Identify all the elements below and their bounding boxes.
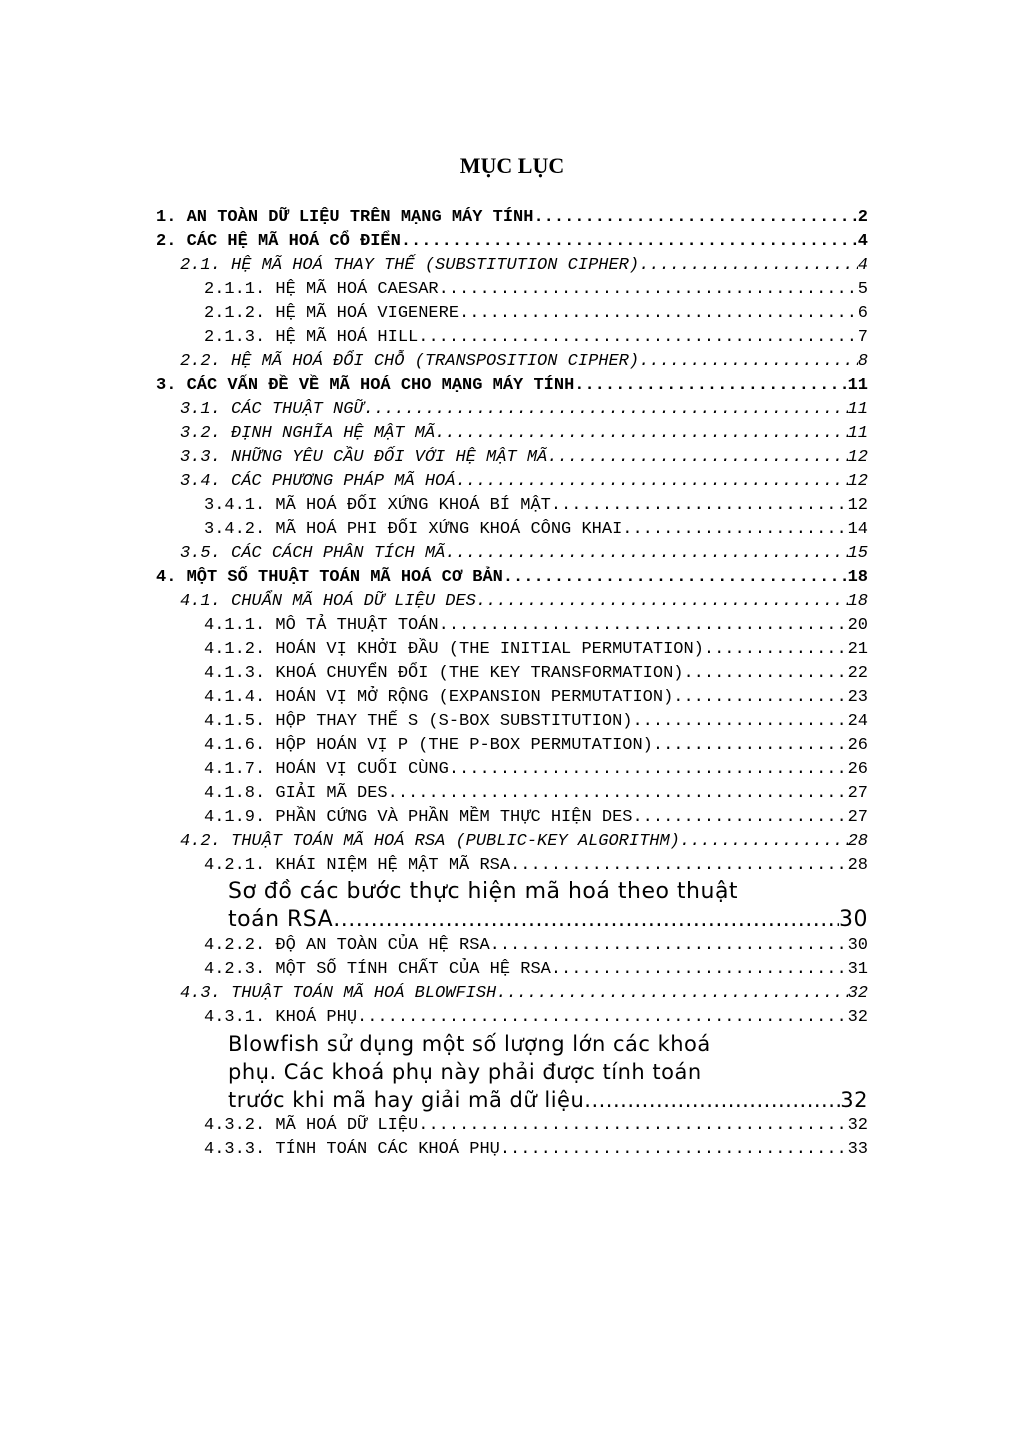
toc-paragraph-last-line[interactable] bbox=[228, 1086, 868, 1114]
toc-entry[interactable] bbox=[156, 758, 868, 782]
toc-page-number: 18 bbox=[847, 568, 868, 587]
toc-entry[interactable] bbox=[156, 518, 868, 542]
toc-entry-label: 4.3.3. TÍNH TOÁN CÁC KHOÁ PHỤ bbox=[204, 1140, 500, 1159]
dot-leader bbox=[459, 302, 858, 326]
dot-leader bbox=[704, 638, 848, 662]
toc-entry[interactable] bbox=[156, 566, 868, 590]
toc-entry[interactable] bbox=[156, 662, 868, 686]
toc-entry[interactable] bbox=[156, 1138, 868, 1162]
dot-leader bbox=[510, 854, 848, 878]
toc-entry-label: 4. MỘT SỐ THUẬT TOÁN MÃ HOÁ CƠ BẢN bbox=[156, 568, 503, 587]
toc-entry[interactable] bbox=[156, 494, 868, 518]
toc-entry[interactable] bbox=[156, 614, 868, 638]
dot-leader bbox=[476, 590, 848, 614]
toc-paragraph-last-line[interactable] bbox=[228, 906, 868, 934]
toc-page-number: 11 bbox=[847, 376, 868, 395]
toc-page-number: 23 bbox=[847, 688, 868, 707]
toc-entry-label: 4.2.2. ĐỘ AN TOÀN CỦA HỆ RSA bbox=[204, 936, 490, 955]
toc-page-number: 2 bbox=[857, 208, 868, 227]
toc-entry-label: 1. AN TOÀN DỮ LIỆU TRÊN MẠNG MÁY TÍNH bbox=[156, 208, 534, 227]
dot-leader bbox=[490, 934, 848, 958]
toc-page-number: 4 bbox=[857, 256, 868, 275]
toc-entry[interactable] bbox=[156, 542, 868, 566]
toc-page-number: 14 bbox=[847, 520, 868, 539]
toc-entry-label: 2.2. HỆ MÃ HOÁ ĐỔI CHỖ (TRANSPOSITION CIPHER) bbox=[180, 352, 640, 371]
dot-leader bbox=[418, 1114, 847, 1138]
dot-leader bbox=[680, 830, 848, 854]
dot-leader bbox=[496, 982, 847, 1006]
toc-entry[interactable] bbox=[156, 638, 868, 662]
toc-entry[interactable] bbox=[156, 958, 868, 982]
toc-page-number: 24 bbox=[847, 712, 868, 731]
toc-entry-label: 4.1.4. HOÁN VỊ MỞ RỘNG (EXPANSION PERMUTATION) bbox=[204, 688, 674, 707]
dot-leader bbox=[622, 518, 847, 542]
toc-page-number: 31 bbox=[847, 960, 868, 979]
toc-entry-label: 4.2.1. KHÁI NIỆM HỆ MẬT MÃ RSA bbox=[204, 856, 511, 875]
toc-paragraph-line: toán RSA bbox=[228, 907, 334, 932]
toc-entry[interactable] bbox=[156, 326, 868, 350]
toc-entry[interactable] bbox=[156, 374, 868, 398]
toc-entry-label: 4.1.7. HOÁN VỊ CUỐI CÙNG bbox=[204, 760, 449, 779]
toc-entry[interactable] bbox=[156, 686, 868, 710]
toc-page-number: 32 bbox=[847, 1116, 868, 1135]
toc-entry-label: 4.1.3. KHOÁ CHUYỂN ĐỔI (THE KEY TRANSFORMATION) bbox=[204, 664, 684, 683]
toc-entry-label: 3.4. CÁC PHƯƠNG PHÁP MÃ HOÁ bbox=[180, 472, 456, 491]
toc-page-number: 26 bbox=[847, 760, 868, 779]
page-title: MỤC LỤC bbox=[459, 153, 565, 178]
toc-entry-label: 4.1. CHUẨN MÃ HOÁ DỮ LIỆU DES bbox=[180, 592, 476, 611]
toc-entry-label: 2.1. HỆ MÃ HOÁ THAY THẾ (SUBSTITUTION CIPHER) bbox=[180, 256, 640, 275]
toc-paragraph-rsa bbox=[156, 878, 868, 934]
toc-entry-label: 4.3.1. KHOÁ PHỤ bbox=[204, 1008, 358, 1027]
dot-leader bbox=[551, 958, 848, 982]
toc-entry[interactable] bbox=[156, 854, 868, 878]
toc-entry[interactable] bbox=[156, 254, 868, 278]
toc-entry[interactable] bbox=[156, 710, 868, 734]
toc-page-number: 32 bbox=[847, 1008, 868, 1027]
toc-page-number: 5 bbox=[857, 280, 868, 299]
toc-page-number: 12 bbox=[847, 472, 868, 491]
toc-page-number: 6 bbox=[857, 304, 868, 323]
toc-page-number: 28 bbox=[847, 832, 868, 851]
toc-entry[interactable] bbox=[156, 982, 868, 1006]
toc-page-number: 30 bbox=[839, 907, 868, 932]
toc-page-number: 22 bbox=[847, 664, 868, 683]
toc-paragraph-line: phụ. Các khoá phụ này phải được tính toán bbox=[228, 1060, 702, 1084]
toc-entry-label: 3.4.2. MÃ HOÁ PHI ĐỐI XỨNG KHOÁ CÔNG KHAI bbox=[204, 520, 623, 539]
dot-leader bbox=[439, 614, 848, 638]
toc-entry-label: 4.1.1. MÔ TẢ THUẬT TOÁN bbox=[204, 616, 439, 635]
dot-leader bbox=[683, 662, 847, 686]
toc-entry-label: 2. CÁC HỆ MÃ HOÁ CỔ ĐIỂN bbox=[156, 232, 401, 251]
dot-leader bbox=[333, 906, 839, 934]
dot-leader bbox=[584, 1086, 840, 1114]
dot-leader bbox=[418, 326, 858, 350]
toc-entry-label: 4.1.5. HỘP THAY THẾ S (S-BOX SUBSTITUTION) bbox=[204, 712, 633, 731]
toc-entry-label: 3.4.1. MÃ HOÁ ĐỐI XỨNG KHOÁ BÍ MẬT bbox=[204, 496, 551, 515]
toc-entry-label: 4.1.8. GIẢI MÃ DES bbox=[204, 784, 388, 803]
dot-leader bbox=[632, 710, 847, 734]
toc-entry[interactable] bbox=[156, 446, 868, 470]
toc-page-number: 27 bbox=[847, 808, 868, 827]
toc-page-number: 12 bbox=[847, 448, 868, 467]
toc-entry-label: 4.1.6. HỘP HOÁN VỊ P (THE P-BOX PERMUTATION) bbox=[204, 736, 653, 755]
toc-entry-label: 3. CÁC VẤN ĐỀ VỀ MÃ HOÁ CHO MẠNG MÁY TÍNH bbox=[156, 376, 575, 395]
toc-entry[interactable] bbox=[156, 398, 868, 422]
dot-leader bbox=[401, 230, 858, 254]
toc-paragraph-line: Blowfish sử dụng một số lượng lớn các khoá bbox=[228, 1032, 711, 1056]
toc-page-number: 18 bbox=[847, 592, 868, 611]
dot-leader bbox=[449, 758, 848, 782]
toc-entry-label: 4.2. THUẬT TOÁN MÃ HOÁ RSA (PUBLIC-KEY ALGORITHM) bbox=[180, 832, 680, 851]
dot-leader bbox=[533, 206, 857, 230]
dot-leader bbox=[445, 542, 847, 566]
dot-leader bbox=[574, 374, 847, 398]
dot-leader bbox=[357, 1006, 848, 1030]
toc-page-number: 8 bbox=[857, 352, 868, 371]
toc-page-number: 12 bbox=[847, 496, 868, 515]
toc-entry[interactable] bbox=[156, 806, 868, 830]
toc-page-number: 11 bbox=[847, 424, 868, 443]
toc-entry[interactable] bbox=[156, 470, 868, 494]
toc-page-number: 21 bbox=[847, 640, 868, 659]
toc-entry[interactable] bbox=[156, 1114, 868, 1138]
toc-entry[interactable] bbox=[156, 934, 868, 958]
toc-entry[interactable] bbox=[156, 230, 868, 254]
toc-page-number: 11 bbox=[847, 400, 868, 419]
dot-leader bbox=[455, 470, 847, 494]
toc-paragraph-line: Sơ đồ các bước thực hiện mã hoá theo thuật bbox=[228, 879, 739, 904]
toc-entries-group-a bbox=[156, 206, 868, 878]
toc-entry-label: 2.1.1. HỆ MÃ HOÁ CAESAR bbox=[204, 280, 439, 299]
toc-entry-label: 3.2. ĐỊNH NGHĨA HỆ MẬT MÃ bbox=[180, 424, 436, 443]
dot-leader bbox=[503, 566, 848, 590]
toc-entry-label: 2.1.3. HỆ MÃ HOÁ HILL bbox=[204, 328, 419, 347]
toc-page-number: 30 bbox=[847, 936, 868, 955]
toc-page-number: 4 bbox=[857, 232, 868, 251]
toc-page-number: 15 bbox=[847, 544, 868, 563]
toc-entry-label: 4.1.2. HOÁN VỊ KHỞI ĐẦU (THE INITIAL PERMUTATION) bbox=[204, 640, 704, 659]
toc-entry[interactable] bbox=[156, 782, 868, 806]
toc-entry-label: 4.3. THUẬT TOÁN MÃ HOÁ BLOWFISH bbox=[180, 984, 497, 1003]
toc-entries-group-b bbox=[156, 934, 868, 1030]
toc-entry-label: 3.3. NHỮNG YÊU CẦU ĐỐI VỚI HỆ MẬT MÃ bbox=[180, 448, 548, 467]
toc-entry[interactable] bbox=[156, 350, 868, 374]
toc-page-number: 28 bbox=[847, 856, 868, 875]
toc-entry[interactable] bbox=[156, 1006, 868, 1030]
toc-page-number: 33 bbox=[847, 1140, 868, 1159]
table-of-contents bbox=[156, 206, 868, 1162]
dot-leader bbox=[439, 278, 858, 302]
toc-entry[interactable] bbox=[156, 206, 868, 230]
dot-leader bbox=[673, 686, 847, 710]
dot-leader bbox=[653, 734, 848, 758]
toc-entry-label: 2.1.2. HỆ MÃ HOÁ VIGENERE bbox=[204, 304, 460, 323]
toc-entry-label: 4.2.3. MỘT SỐ TÍNH CHẤT CỦA HỆ RSA bbox=[204, 960, 551, 979]
toc-entry[interactable] bbox=[156, 422, 868, 446]
dot-leader bbox=[547, 446, 847, 470]
toc-page-number: 32 bbox=[847, 984, 868, 1003]
toc-entry[interactable] bbox=[156, 278, 868, 302]
toc-entry-label: 3.5. CÁC CÁCH PHÂN TÍCH MÃ bbox=[180, 544, 446, 563]
toc-entry-label: 4.3.2. MÃ HOÁ DỮ LIỆU bbox=[204, 1116, 419, 1135]
dot-leader bbox=[364, 398, 848, 422]
dot-leader bbox=[632, 806, 847, 830]
toc-page-number: 32 bbox=[840, 1088, 868, 1112]
toc-paragraph-blowfish bbox=[156, 1030, 868, 1114]
toc-page-number: 7 bbox=[857, 328, 868, 347]
dot-leader bbox=[435, 422, 848, 446]
toc-entry[interactable] bbox=[156, 734, 868, 758]
toc-entries-group-c bbox=[156, 1114, 868, 1162]
toc-page-number: 26 bbox=[847, 736, 868, 755]
dot-leader bbox=[388, 782, 848, 806]
dot-leader bbox=[551, 494, 848, 518]
dot-leader bbox=[639, 350, 858, 374]
toc-entry-label: 4.1.9. PHẦN CỨNG VÀ PHẦN MỀM THỰC HIỆN DES bbox=[204, 808, 633, 827]
toc-page-number: 20 bbox=[847, 616, 868, 635]
toc-page-number: 27 bbox=[847, 784, 868, 803]
dot-leader bbox=[639, 254, 858, 278]
toc-entry-label: 3.1. CÁC THUẬT NGỮ bbox=[180, 400, 364, 419]
toc-entry[interactable] bbox=[156, 302, 868, 326]
toc-entry[interactable] bbox=[156, 590, 868, 614]
toc-paragraph-line: trước khi mã hay giải mã dữ liệu bbox=[228, 1088, 585, 1112]
dot-leader bbox=[500, 1138, 848, 1162]
toc-entry[interactable] bbox=[156, 830, 868, 854]
